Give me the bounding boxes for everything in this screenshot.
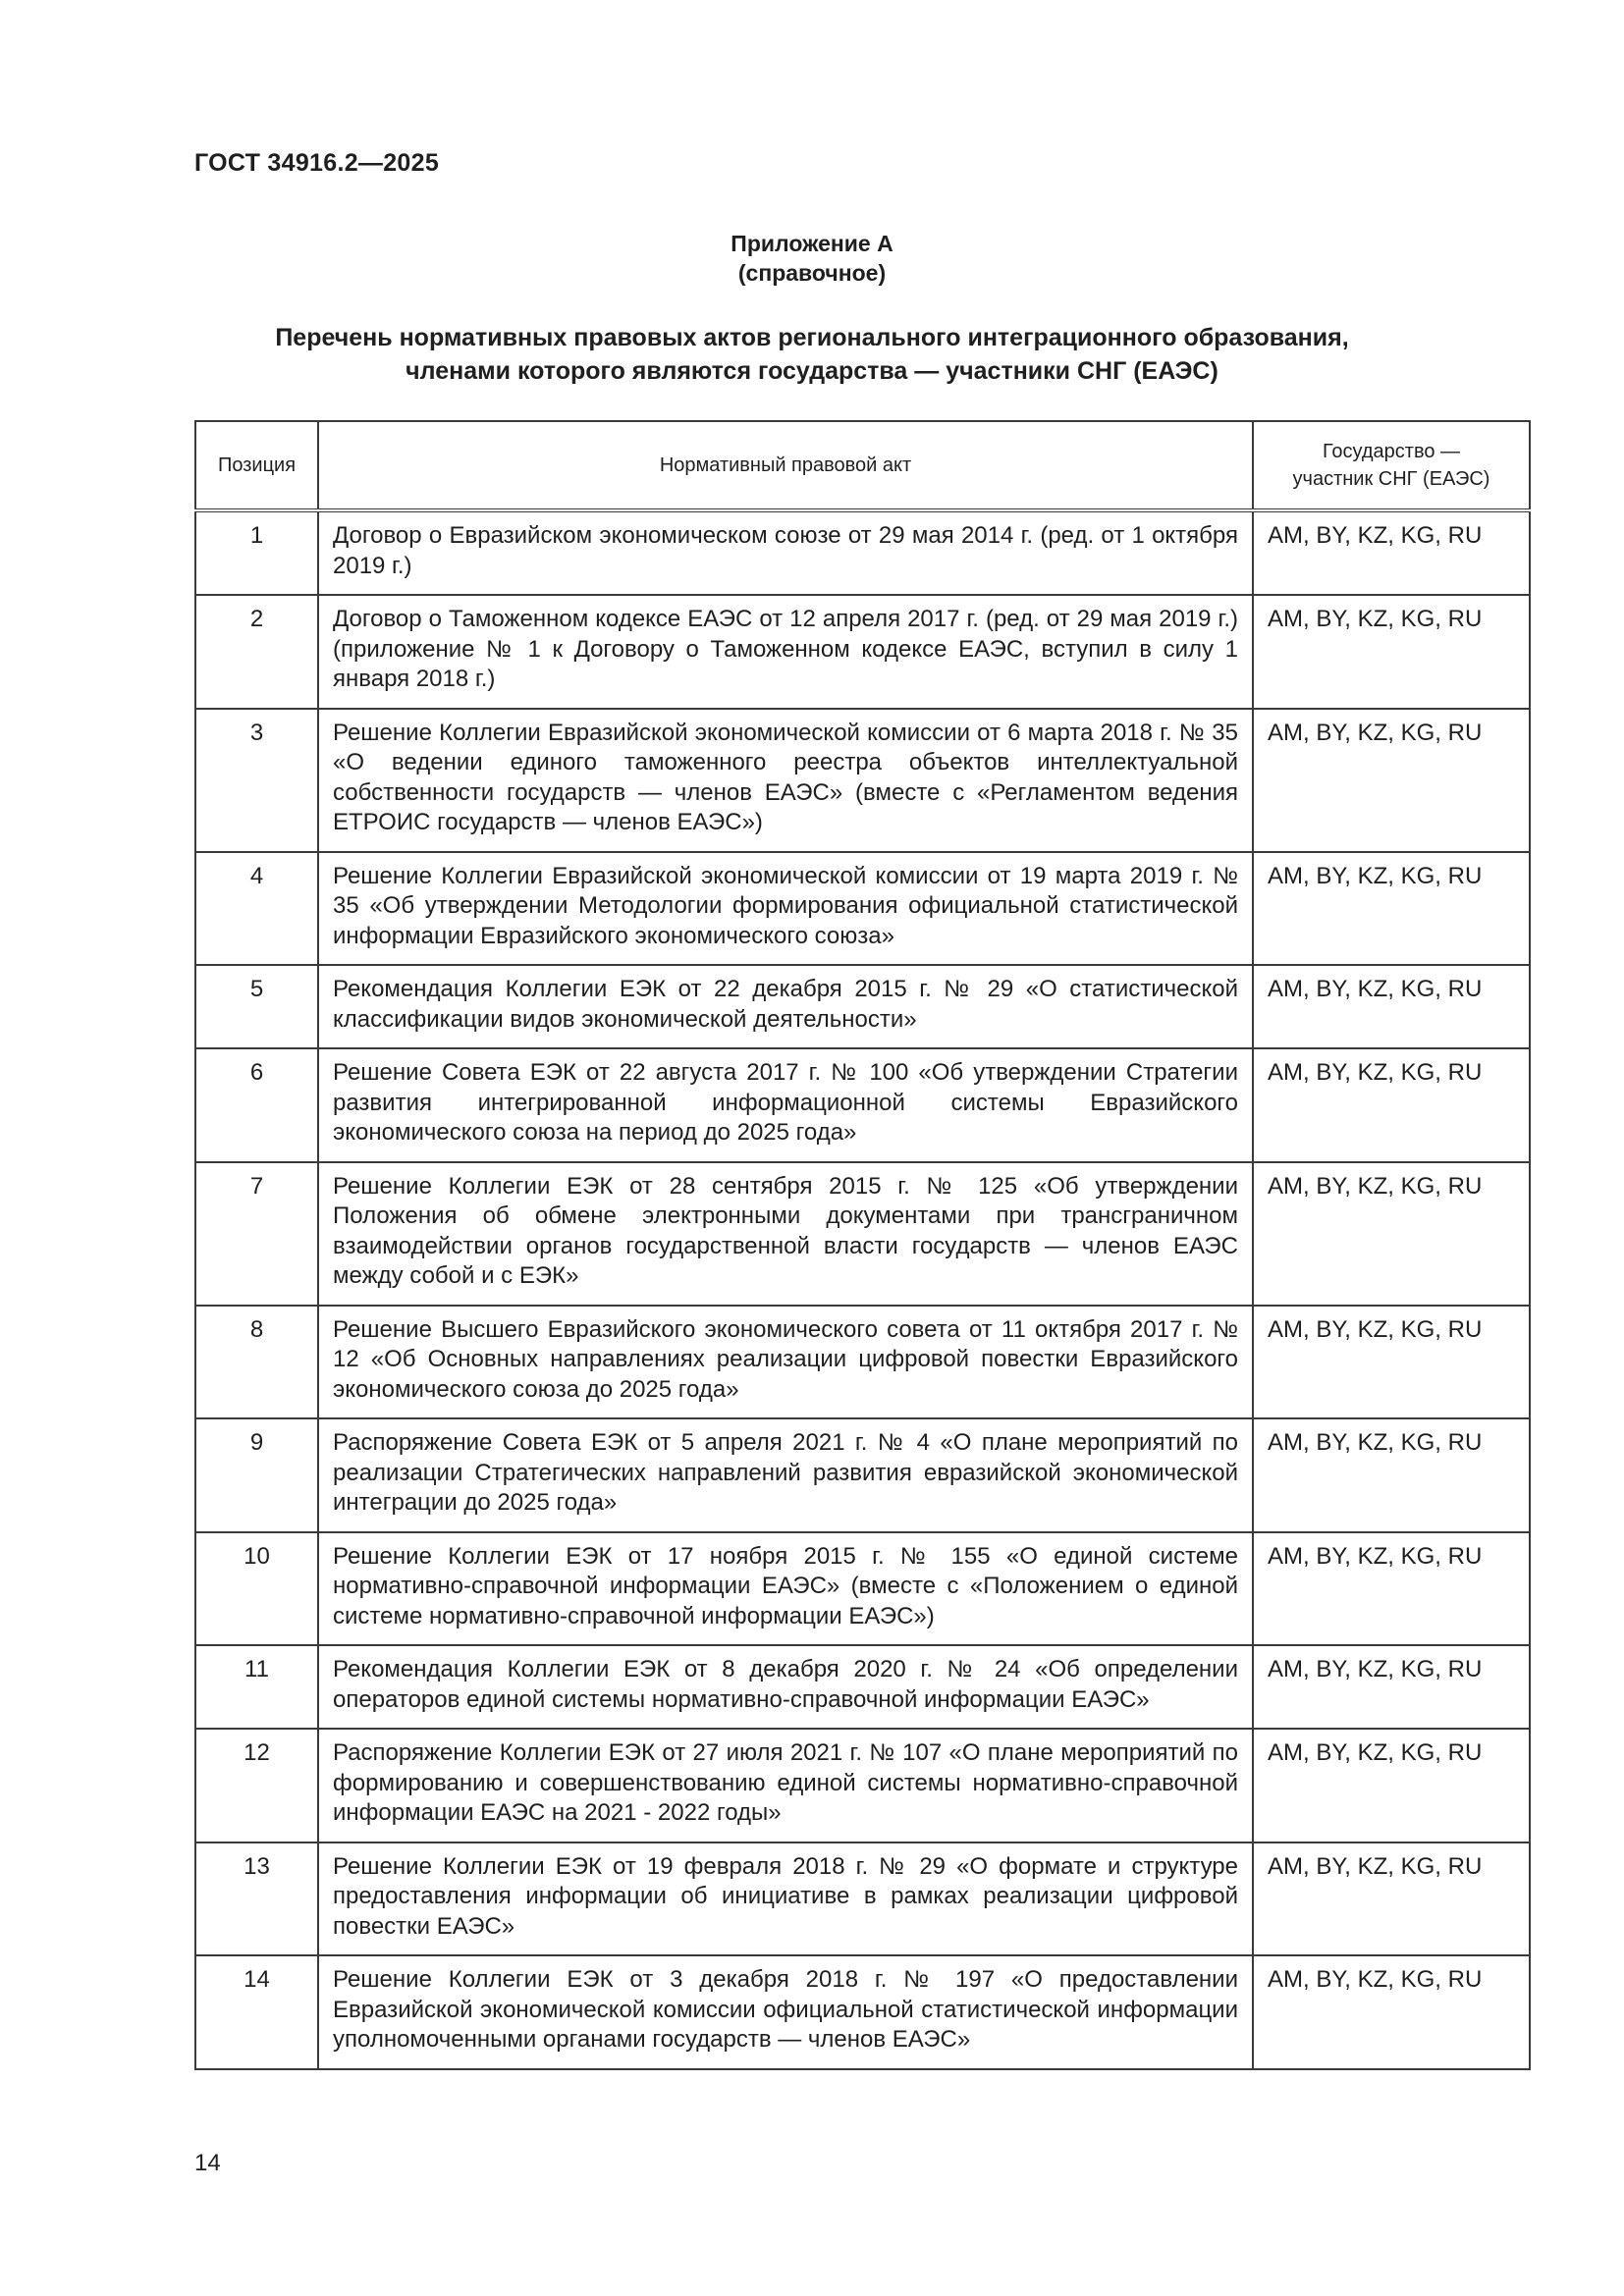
- table-row: [195, 1955, 1530, 2069]
- row-position: 13: [195, 1842, 318, 1956]
- page-number: 14: [194, 2150, 221, 2176]
- table-row: [195, 1842, 1530, 1956]
- table-row: [195, 1418, 1530, 1532]
- row-position: 8: [195, 1306, 318, 1419]
- row-act: Решение Коллегии ЕЭК от 3 декабря 2018 г. № 197 «О предоставлении Евразийской экономической комиссии официальной статистической информации уполномоченными органами государств — членов ЕАЭС»: [318, 1955, 1253, 2069]
- table-row: [195, 1306, 1530, 1419]
- row-position: 6: [195, 1048, 318, 1162]
- row-act: Договор о Таможенном кодексе ЕАЭС от 12 апреля 2017 г. (ред. от 29 мая 2019 г.) (приложение № 1 к Договору о Таможенном кодексе ЕАЭС, вступил в силу 1 января 2018 г.): [318, 595, 1253, 709]
- header-states-line-2: участник СНГ (ЕАЭС): [1292, 468, 1490, 490]
- table-row: [195, 1162, 1530, 1306]
- row-states: AM, BY, KZ, KG, RU: [1253, 965, 1530, 1048]
- table-row: [195, 510, 1530, 595]
- row-act: Решение Коллегии Евразийской экономической комиссии от 19 марта 2019 г. № 35 «Об утверждении Методологии формирования официальной статистической информации Евразийского экономического союза»: [318, 852, 1253, 966]
- row-act: Решение Высшего Евразийского экономического совета от 11 октября 2017 г. № 12 «Об Основных направлениях реализации цифровой повестки Евразийского экономического союза до 2025 года»: [318, 1306, 1253, 1419]
- row-act: Решение Коллегии ЕЭК от 19 февраля 2018 г. № 29 «О формате и структуре предоставления информации об инициативе в рамках реализации цифровой повестки ЕАЭС»: [318, 1842, 1253, 1956]
- header-position: Позиция: [195, 421, 318, 510]
- header-states-line-1: Государство —: [1322, 441, 1461, 462]
- row-position: 14: [195, 1955, 318, 2069]
- row-position: 3: [195, 709, 318, 852]
- row-states: AM, BY, KZ, KG, RU: [1253, 595, 1530, 709]
- row-act: Решение Коллегии Евразийской экономической комиссии от 6 марта 2018 г. № 35 «О ведении единого таможенного реестра объектов интеллектуальной собственности государств — членов ЕАЭС» (вместе с «Регламентом ведения ЕТРОИС государств — членов ЕАЭС»): [318, 709, 1253, 852]
- table-row: [195, 709, 1530, 852]
- header-states: [1253, 421, 1530, 510]
- row-position: 5: [195, 965, 318, 1048]
- row-act: Решение Коллегии ЕЭК от 28 сентября 2015 г. № 125 «Об утверждении Положения об обмене электронными документами при трансграничном взаимодействии органов государственной власти государств — членов ЕАЭС между собой и с ЕЭК»: [318, 1162, 1253, 1306]
- row-act: Рекомендация Коллегии ЕЭК от 22 декабря 2015 г. № 29 «О статистической классификации видов экономической деятельности»: [318, 965, 1253, 1048]
- row-position: 11: [195, 1645, 318, 1729]
- row-states: AM, BY, KZ, KG, RU: [1253, 1048, 1530, 1162]
- row-states: AM, BY, KZ, KG, RU: [1253, 1729, 1530, 1842]
- row-states: AM, BY, KZ, KG, RU: [1253, 1645, 1530, 1729]
- row-states: AM, BY, KZ, KG, RU: [1253, 1842, 1530, 1956]
- appendix-label: Приложение А: [731, 231, 893, 256]
- legal-acts-table: [194, 420, 1531, 2070]
- row-position: 7: [195, 1162, 318, 1306]
- row-act: Распоряжение Коллегии ЕЭК от 27 июля 2021 г. № 107 «О плане мероприятий по формированию и совершенствованию единой системы нормативно-справочной информации ЕАЭС на 2021 - 2022 годы»: [318, 1729, 1253, 1842]
- row-act: Решение Коллегии ЕЭК от 17 ноября 2015 г. № 155 «О единой системе нормативно-справочной информации ЕАЭС» (вместе с «Положением о единой системе нормативно-справочной информации ЕАЭС»): [318, 1532, 1253, 1646]
- row-states: AM, BY, KZ, KG, RU: [1253, 1532, 1530, 1646]
- document-code: ГОСТ 34916.2—2025: [194, 149, 440, 177]
- appendix-heading: [0, 229, 1624, 288]
- row-act: Договор о Евразийском экономическом союзе от 29 мая 2014 г. (ред. от 1 октября 2019 г.): [318, 510, 1253, 595]
- row-position: 2: [195, 595, 318, 709]
- table-row: [195, 1729, 1530, 1842]
- table-row: [195, 1645, 1530, 1729]
- header-act: Нормативный правовой акт: [318, 421, 1253, 510]
- row-position: 10: [195, 1532, 318, 1646]
- table-row: [195, 595, 1530, 709]
- table-header-row: [195, 421, 1530, 510]
- table-row: [195, 1532, 1530, 1646]
- table-row: [195, 1048, 1530, 1162]
- table-row: [195, 965, 1530, 1048]
- title-line-2: членами которого являются государства — участники СНГ (ЕАЭС): [406, 357, 1218, 385]
- row-states: AM, BY, KZ, KG, RU: [1253, 1162, 1530, 1306]
- row-states: AM, BY, KZ, KG, RU: [1253, 1955, 1530, 2069]
- row-act: Решение Совета ЕЭК от 22 августа 2017 г. № 100 «Об утверждении Стратегии развития интегрированной информационной системы Евразийского экономического союза на период до 2025 года»: [318, 1048, 1253, 1162]
- row-act: Рекомендация Коллегии ЕЭК от 8 декабря 2020 г. № 24 «Об определении операторов единой системы нормативно-справочной информации ЕАЭС»: [318, 1645, 1253, 1729]
- row-position: 1: [195, 510, 318, 595]
- row-states: AM, BY, KZ, KG, RU: [1253, 1306, 1530, 1419]
- row-states: AM, BY, KZ, KG, RU: [1253, 1418, 1530, 1532]
- row-states: AM, BY, KZ, KG, RU: [1253, 852, 1530, 966]
- title-line-1: Перечень нормативных правовых актов регионального интеграционного образования,: [275, 324, 1349, 351]
- row-states: AM, BY, KZ, KG, RU: [1253, 709, 1530, 852]
- row-position: 9: [195, 1418, 318, 1532]
- row-states: AM, BY, KZ, KG, RU: [1253, 510, 1530, 595]
- table-row: [195, 852, 1530, 966]
- appendix-type: (справочное): [737, 260, 887, 286]
- row-act: Распоряжение Совета ЕЭК от 5 апреля 2021 г. № 4 «О плане мероприятий по реализации Стратегических направлений развития евразийской экономической интеграции до 2025 года»: [318, 1418, 1253, 1532]
- row-position: 4: [195, 852, 318, 966]
- page-title: [0, 321, 1624, 388]
- row-position: 12: [195, 1729, 318, 1842]
